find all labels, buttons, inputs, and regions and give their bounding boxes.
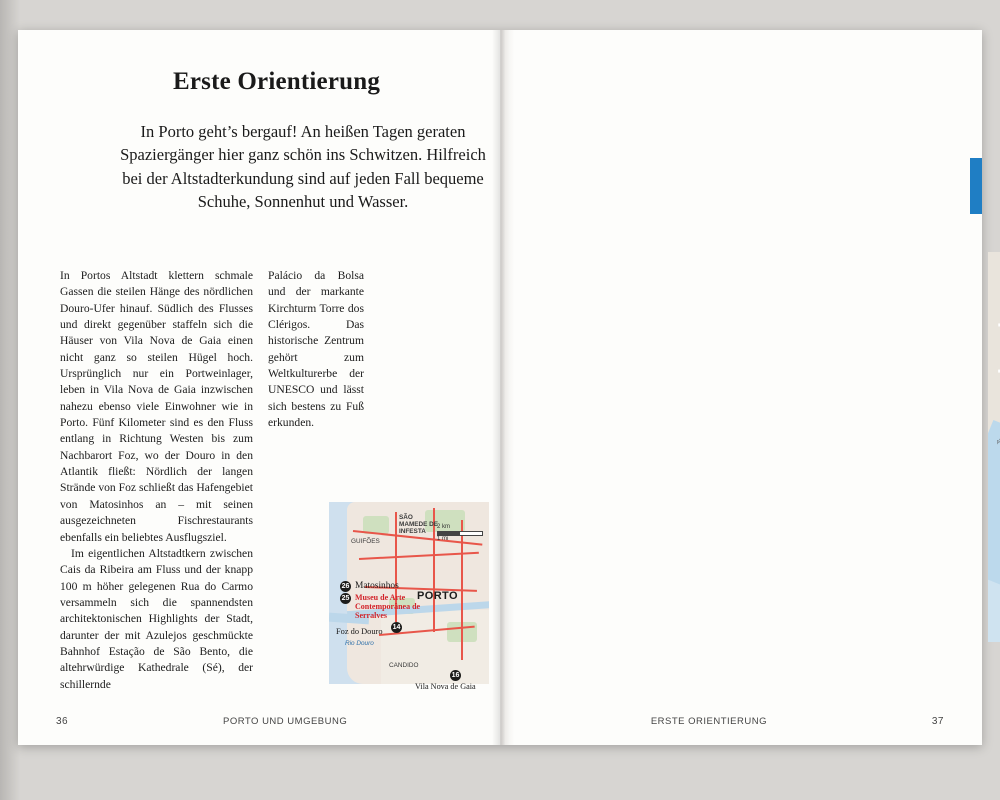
map-label: SÃO MAMEDE DE INFESTA: [399, 514, 439, 535]
left-page: [18, 30, 500, 745]
city-map[interactable]: [988, 252, 1000, 642]
map-callout-16-label: [415, 682, 476, 692]
map-label-river: Rio Douro: [345, 640, 374, 647]
map-scale-mi: 1 mi: [437, 536, 449, 542]
footer-section-left: PORTO UND UMGEBUNG: [223, 716, 348, 727]
map-scale: [437, 524, 483, 542]
body-column-1: [60, 268, 253, 693]
map-callout-foz: [336, 627, 383, 637]
page-number-right: 37: [931, 716, 944, 727]
map-callout-label: Vila Nova de Gaia: [415, 682, 476, 691]
map-callout-label: Matosinhos: [355, 581, 399, 591]
paragraph: Im eigentlichen Altstadtkern zwischen Cais da Ribeira am Fluss und der knapp 100 m höher gelegenen Rua do Carmo versammeln sich die spannendsten architektonischen Highlights der Stadt, darunter der mit Azulejos geschmückte Bahnhof Estação de São Bento, die altehrwürdige Kathedrale (Sé), der schillernde: [60, 546, 253, 691]
map-callout-25[interactable]: [340, 593, 426, 621]
map-label: GUIFÕES: [351, 538, 380, 545]
paragraph: Palácio da Bolsa und der markante Kirchturm Torre dos Clérigos. Das historische Zentrum gehört zum Weltkulturerbe der UNESCO und lässt sich bestens zu Fuß erkunden.: [268, 269, 364, 430]
paragraph: In Portos Altstadt klettern schmale Gassen die steilen Hänge des nördlichen Douro-Ufer hinauf. Südlich des Flusses und direkt gegenüber staffeln sich die Häuser von Vila Nova de Gaia einen nicht ganz so steilen Hügel hoch. Ursprünglich nur ein Portweinlager, leben in Vila Nova de Gaia inzwischen nahezu ebenso viele Einwohner wie in Porto. Fünf Kilometer sind es den Fluss entlang in Richtung Westen bis zum Nachbarort Foz, wo der Douro in den Atlantik fließt: Nördlich der langen Strände von Foz schließt das Hafengebiet von Matosinhos an – mit seinen ausgezeichneten Fischrestaurants ebenfalls ein beliebtes Ausflugsziel.: [60, 269, 253, 544]
map-pin-16: 16: [451, 672, 460, 679]
open-book: [18, 30, 982, 745]
map-callout-26[interactable]: [340, 581, 399, 592]
map-city-label: PORTO: [417, 590, 458, 602]
map-scale-km: 2 km: [437, 524, 451, 530]
map-callout-14[interactable]: [391, 622, 402, 633]
map-pin-26: 26: [341, 583, 350, 590]
map-pin-14: 14: [392, 624, 401, 631]
right-page: [500, 30, 982, 745]
map-pin-25: 25: [341, 595, 350, 602]
page-title: Erste Orientierung: [173, 68, 381, 95]
chapter-tab: [970, 158, 982, 214]
lede-paragraph: In Porto geht’s bergauf! An heißen Tagen geraten Spaziergänger hier ganz schön ins Schwitzen. Hilfreich bei der Altstadterkundung sind auf jeden Fall bequeme Schuhe, Sonnenhut und Wasser.: [120, 122, 486, 212]
map-callout-label: Museu de Arte Contemporânea de Serralves: [355, 593, 421, 621]
page-number-left: 36: [56, 716, 69, 727]
map-callout-label: Foz do Douro: [336, 627, 383, 636]
body-column-2: [268, 268, 364, 431]
map-label: CANDIDO: [389, 662, 419, 669]
map-callout-16[interactable]: [450, 670, 461, 681]
footer-section-right: ERSTE ORIENTIERUNG: [650, 716, 767, 727]
